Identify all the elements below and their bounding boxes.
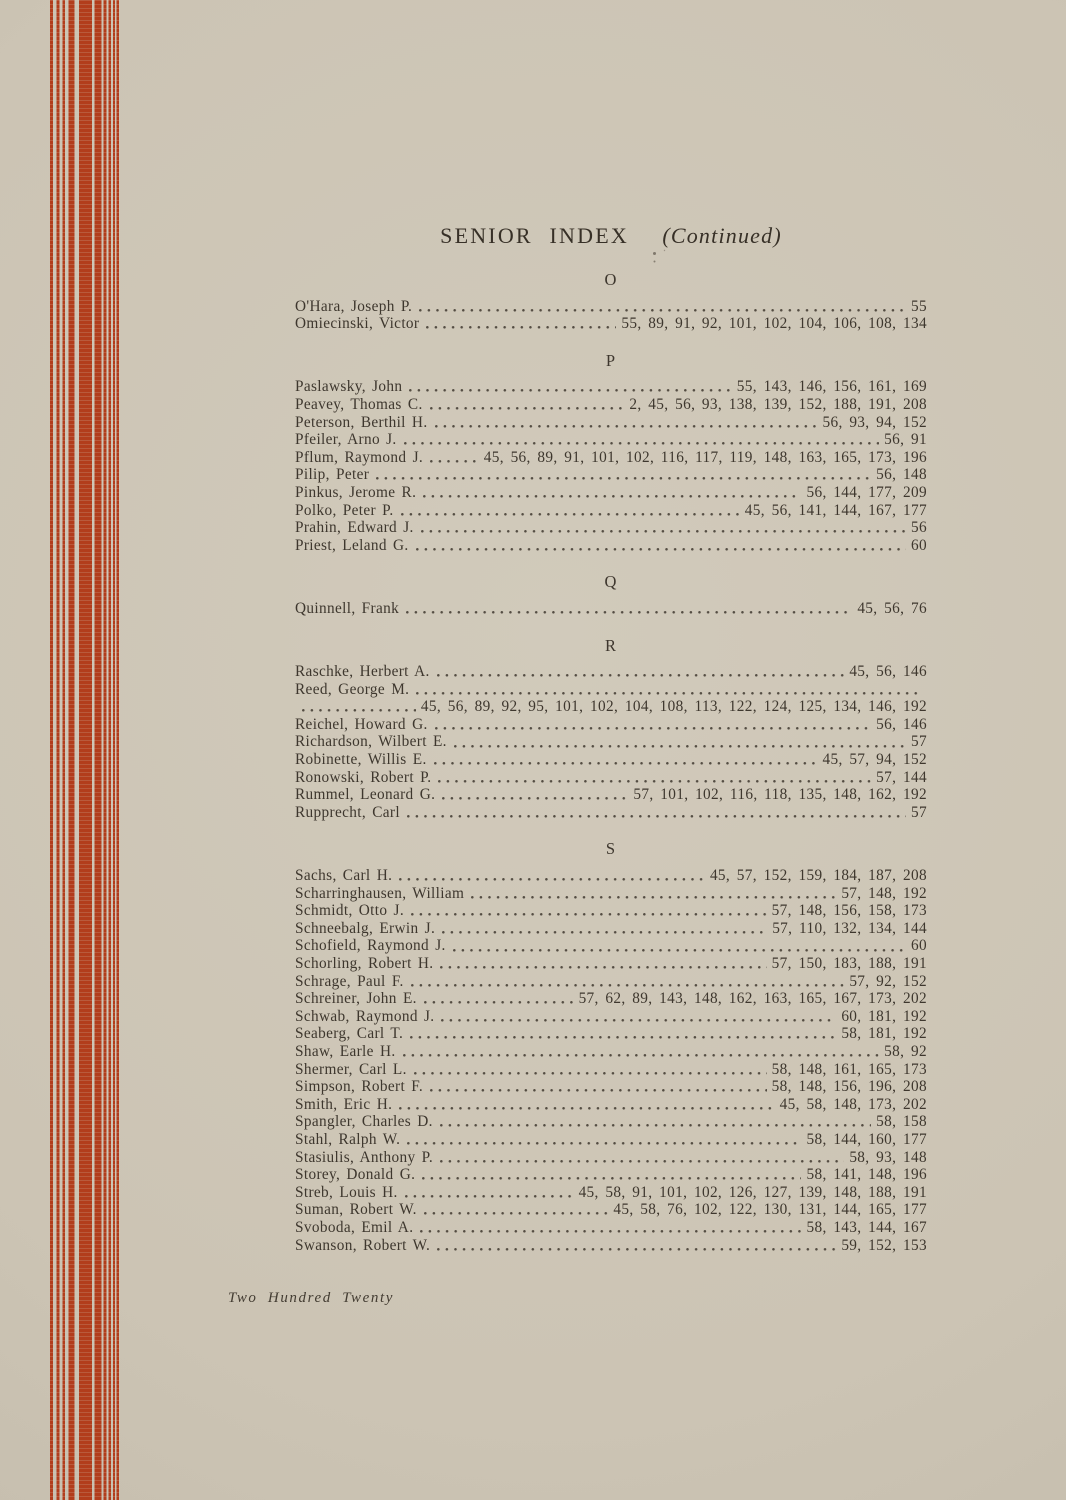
entry-page-numbers: 58, 141, 148, 196 [806, 1166, 927, 1184]
entry-name: Raschke, Herbert A. [295, 663, 430, 681]
dot-leader [441, 1019, 836, 1022]
entry-page-numbers: 56, 148 [876, 466, 927, 484]
entry-page-numbers: 45, 56, 89, 91, 101, 102, 116, 117, 119, 148, 163, 165, 173, 196 [483, 448, 927, 466]
index-content [295, 220, 927, 1254]
entry-name: Suman, Robert W. [295, 1201, 417, 1219]
entry-name: Sachs, Carl H. [295, 867, 393, 885]
dot-leader [376, 477, 871, 480]
scan-speck [653, 252, 656, 255]
entry-name: Storey, Donald G. [295, 1166, 416, 1184]
dot-leader [442, 931, 767, 934]
entry-page-numbers: 58, 148, 156, 196, 208 [771, 1078, 927, 1096]
index-entry [295, 519, 927, 537]
entry-name: Reichel, Howard G. [295, 715, 428, 733]
section-letter-O: O [604, 270, 618, 289]
entry-page-numbers: 60 [911, 937, 927, 955]
dot-leader [409, 389, 731, 392]
entry-page-numbers: 57, 150, 183, 188, 191 [771, 955, 927, 972]
dot-leader [434, 762, 818, 765]
entry-page-numbers: 57, 92, 152 [849, 972, 927, 990]
page-title-main: SENIOR INDEX [440, 223, 629, 248]
index-entry [295, 663, 927, 681]
index-entry [295, 1025, 927, 1043]
entry-page-numbers: 45, 56, 76 [857, 599, 927, 617]
entry-page-numbers: 58, 158 [876, 1113, 927, 1131]
entry-name: Richardson, Wilbert E. [295, 733, 447, 751]
section-letter-Q: Q [604, 572, 618, 592]
dot-leader [401, 513, 740, 516]
dot-leader [411, 984, 845, 987]
dot-leader [403, 1054, 880, 1057]
index-entry [295, 1166, 927, 1184]
index-entry [295, 867, 927, 885]
index-entry [295, 449, 927, 467]
entry-name: Svoboda, Emil A. [295, 1218, 414, 1236]
index-entry [295, 466, 927, 484]
index-entry [295, 1219, 927, 1237]
dot-leader [453, 949, 906, 952]
index-entry [295, 1096, 927, 1114]
index-entry [295, 298, 927, 316]
page-title-continued: (Continued) [662, 223, 782, 248]
index-entry-continuation [295, 698, 927, 716]
index-entry [295, 600, 927, 618]
index-entry [295, 396, 927, 414]
entry-name: Spangler, Charles D. [295, 1113, 433, 1131]
entry-page-numbers: 56, 146 [876, 715, 927, 733]
dot-leader [437, 1248, 836, 1251]
dot-leader [421, 530, 906, 533]
entry-name: Pflum, Raymond J. [295, 448, 424, 466]
dot-leader [435, 425, 818, 428]
entry-page-numbers: 55, 89, 91, 92, 101, 102, 104, 106, 108, 134 [621, 315, 927, 333]
entry-page-numbers: 57 [911, 803, 927, 821]
dot-leader [430, 1089, 767, 1092]
index-entry [295, 1113, 927, 1131]
entry-page-numbers: 55, 143, 146, 156, 161, 169 [736, 378, 927, 396]
entry-page-numbers: 45, 56, 146 [849, 663, 927, 681]
index-entry [295, 1043, 927, 1061]
index-body [295, 271, 927, 1254]
entry-name: Schreiner, John E. [295, 990, 417, 1008]
folio-page-number: Two Hundred Twenty [228, 1290, 395, 1306]
dot-leader [405, 1195, 574, 1198]
entry-page-numbers: 58, 92 [884, 1042, 927, 1060]
entry-page-numbers: 57, 148, 156, 158, 173 [771, 902, 927, 920]
dot-leader [407, 1142, 801, 1145]
index-entry [295, 920, 927, 938]
index-entry [295, 990, 927, 1008]
dot-leader [411, 913, 767, 916]
dot-leader [419, 309, 906, 312]
index-entry [295, 902, 927, 920]
dot-leader [414, 1072, 767, 1075]
section-letter-P: P [605, 350, 617, 370]
dot-leader [416, 692, 922, 695]
entry-name: Paslawsky, John [295, 378, 403, 396]
page-title [295, 220, 927, 252]
index-entry [295, 1201, 927, 1219]
dot-leader [407, 815, 906, 818]
index-entry [295, 751, 927, 769]
dot-leader [404, 442, 880, 445]
entry-name: Smith, Eric H. [295, 1095, 393, 1113]
decorative-stripe-border [50, 0, 120, 1500]
entry-page-numbers: 57 [911, 733, 927, 751]
index-entry [295, 804, 927, 822]
entry-name: Peavey, Thomas C. [295, 395, 423, 413]
entry-name: Robinette, Willis E. [295, 751, 427, 769]
dot-leader [430, 407, 625, 410]
index-entry [295, 431, 927, 449]
entry-name: Schrage, Paul F. [295, 972, 404, 990]
entry-page-numbers: 45, 58, 148, 173, 202 [779, 1095, 927, 1113]
entry-name: Streb, Louis H. [295, 1183, 398, 1201]
dot-leader [423, 495, 801, 498]
entry-name: O'Hara, Joseph P. [295, 297, 413, 315]
dot-leader [426, 326, 616, 329]
dot-leader [435, 727, 872, 730]
index-entry [295, 315, 927, 333]
dot-leader [422, 1177, 801, 1180]
entry-name: Schneebalg, Erwin J. [295, 919, 436, 937]
index-entry [295, 786, 927, 804]
index-entry [295, 733, 927, 751]
entry-name: Priest, Leland G. [295, 536, 409, 554]
dot-leader [302, 709, 416, 712]
dot-leader [410, 1036, 836, 1039]
entry-page-numbers: 58, 93, 148 [849, 1148, 927, 1166]
dot-leader [437, 674, 845, 677]
entry-name: Reed, George M. [295, 680, 410, 698]
entry-page-numbers: 58, 181, 192 [841, 1025, 927, 1043]
entry-page-numbers: 60 [911, 536, 927, 554]
entry-page-numbers: 45, 57, 94, 152 [822, 751, 927, 769]
entry-page-numbers: 56, 93, 94, 152 [822, 413, 927, 431]
entry-name: Swanson, Robert W. [295, 1236, 431, 1254]
entry-page-numbers: 45, 56, 141, 144, 167, 177 [744, 501, 927, 519]
entry-name: Schmidt, Otto J. [295, 902, 405, 920]
index-entry [295, 1184, 927, 1202]
entry-page-numbers: 58, 148, 161, 165, 173 [771, 1060, 927, 1078]
entry-name: Rummel, Leonard G. [295, 786, 436, 804]
dot-leader [424, 1001, 574, 1004]
index-entry [295, 937, 927, 955]
entry-name: Shaw, Earle H. [295, 1042, 396, 1060]
entry-name: Scharringhausen, William [295, 884, 465, 902]
section-letter-R: R [604, 635, 617, 655]
entry-page-numbers: 56, 91 [884, 431, 927, 449]
section-letter-S: S [605, 839, 617, 859]
index-entry [295, 973, 927, 991]
dot-leader [442, 797, 628, 800]
index-entry [295, 1237, 927, 1255]
entry-page-numbers: 45, 56, 89, 92, 95, 101, 102, 104, 108, 113, 122, 124, 125, 134, 146, 192 [420, 698, 927, 716]
index-entry [295, 537, 927, 555]
entry-page-numbers: 45, 58, 91, 101, 102, 126, 127, 139, 148, 188, 191 [578, 1183, 927, 1201]
dot-leader [399, 1107, 774, 1110]
entry-page-numbers: 57, 62, 89, 143, 148, 162, 163, 165, 167, 173, 202 [578, 990, 927, 1008]
entry-name: Simpson, Robert F. [295, 1078, 424, 1096]
entry-page-numbers: 57, 110, 132, 134, 144 [772, 919, 927, 937]
entry-page-numbers: 57, 148, 192 [841, 884, 927, 902]
index-entry [295, 502, 927, 520]
entry-name: Quinnell, Frank [295, 599, 400, 617]
index-entry [295, 484, 927, 502]
entry-name: Shermer, Carl L. [295, 1060, 407, 1078]
entry-page-numbers: 58, 143, 144, 167 [806, 1218, 927, 1236]
entry-name: Seaberg, Carl T. [295, 1025, 404, 1043]
entry-page-numbers: 60, 181, 192 [841, 1007, 927, 1025]
dot-leader [399, 878, 705, 881]
entry-page-numbers: 2, 45, 56, 93, 138, 139, 152, 188, 191, 208 [629, 395, 927, 413]
entry-page-numbers: 55 [911, 297, 927, 315]
entry-name: Pinkus, Jerome R. [295, 483, 417, 501]
index-entry [295, 1078, 927, 1096]
dot-leader [416, 548, 906, 551]
entry-name: Polko, Peter P. [295, 501, 394, 519]
entry-name: Schwab, Raymond J. [295, 1007, 435, 1025]
dot-leader [406, 611, 852, 614]
index-entry [295, 955, 927, 973]
entry-name: Schorling, Robert H. [295, 955, 434, 972]
entry-name: Prahin, Edward J. [295, 519, 414, 537]
dot-leader [438, 780, 871, 783]
dot-leader [440, 966, 766, 969]
entry-page-numbers: 45, 57, 152, 159, 184, 187, 208 [709, 867, 927, 885]
entry-name: Schofield, Raymond J. [295, 937, 446, 955]
entry-page-numbers: 57, 144 [876, 768, 927, 786]
entry-page-numbers: 57, 101, 102, 116, 118, 135, 148, 162, 192 [633, 786, 927, 804]
entry-name: Rupprecht, Carl [295, 803, 400, 821]
entry-page-numbers: 58, 144, 160, 177 [806, 1130, 927, 1148]
entry-name: Peterson, Berthil H. [295, 413, 428, 431]
index-entry [295, 1061, 927, 1079]
entry-name: Ronowski, Robert P. [295, 768, 432, 786]
entry-name: Stasiulis, Anthony P. [295, 1148, 434, 1166]
index-entry [295, 1131, 927, 1149]
index-entry [295, 681, 927, 699]
index-entry [295, 414, 927, 432]
index-entry [295, 1008, 927, 1026]
index-entry [295, 716, 927, 734]
dot-leader [420, 1230, 801, 1233]
entry-name: Omiecinski, Victor [295, 315, 420, 333]
entry-name: Stahl, Ralph W. [295, 1130, 401, 1148]
dot-leader [430, 460, 479, 463]
dot-leader [440, 1124, 871, 1127]
index-entry [295, 378, 927, 396]
index-entry [295, 769, 927, 787]
index-entry [295, 885, 927, 903]
index-entry [295, 1149, 927, 1167]
dot-leader [424, 1212, 609, 1215]
dot-leader [471, 896, 836, 899]
entry-name: Pfeiler, Arno J. [295, 431, 397, 449]
dot-leader [440, 1160, 844, 1163]
entry-page-numbers: 45, 58, 76, 102, 122, 130, 131, 144, 165, 177 [613, 1201, 927, 1219]
entry-page-numbers: 56, 144, 177, 209 [806, 483, 927, 501]
entry-page-numbers: 56 [911, 519, 927, 537]
entry-name: Pilip, Peter [295, 466, 370, 484]
entry-page-numbers: 59, 152, 153 [841, 1236, 927, 1254]
dot-leader [454, 745, 906, 748]
